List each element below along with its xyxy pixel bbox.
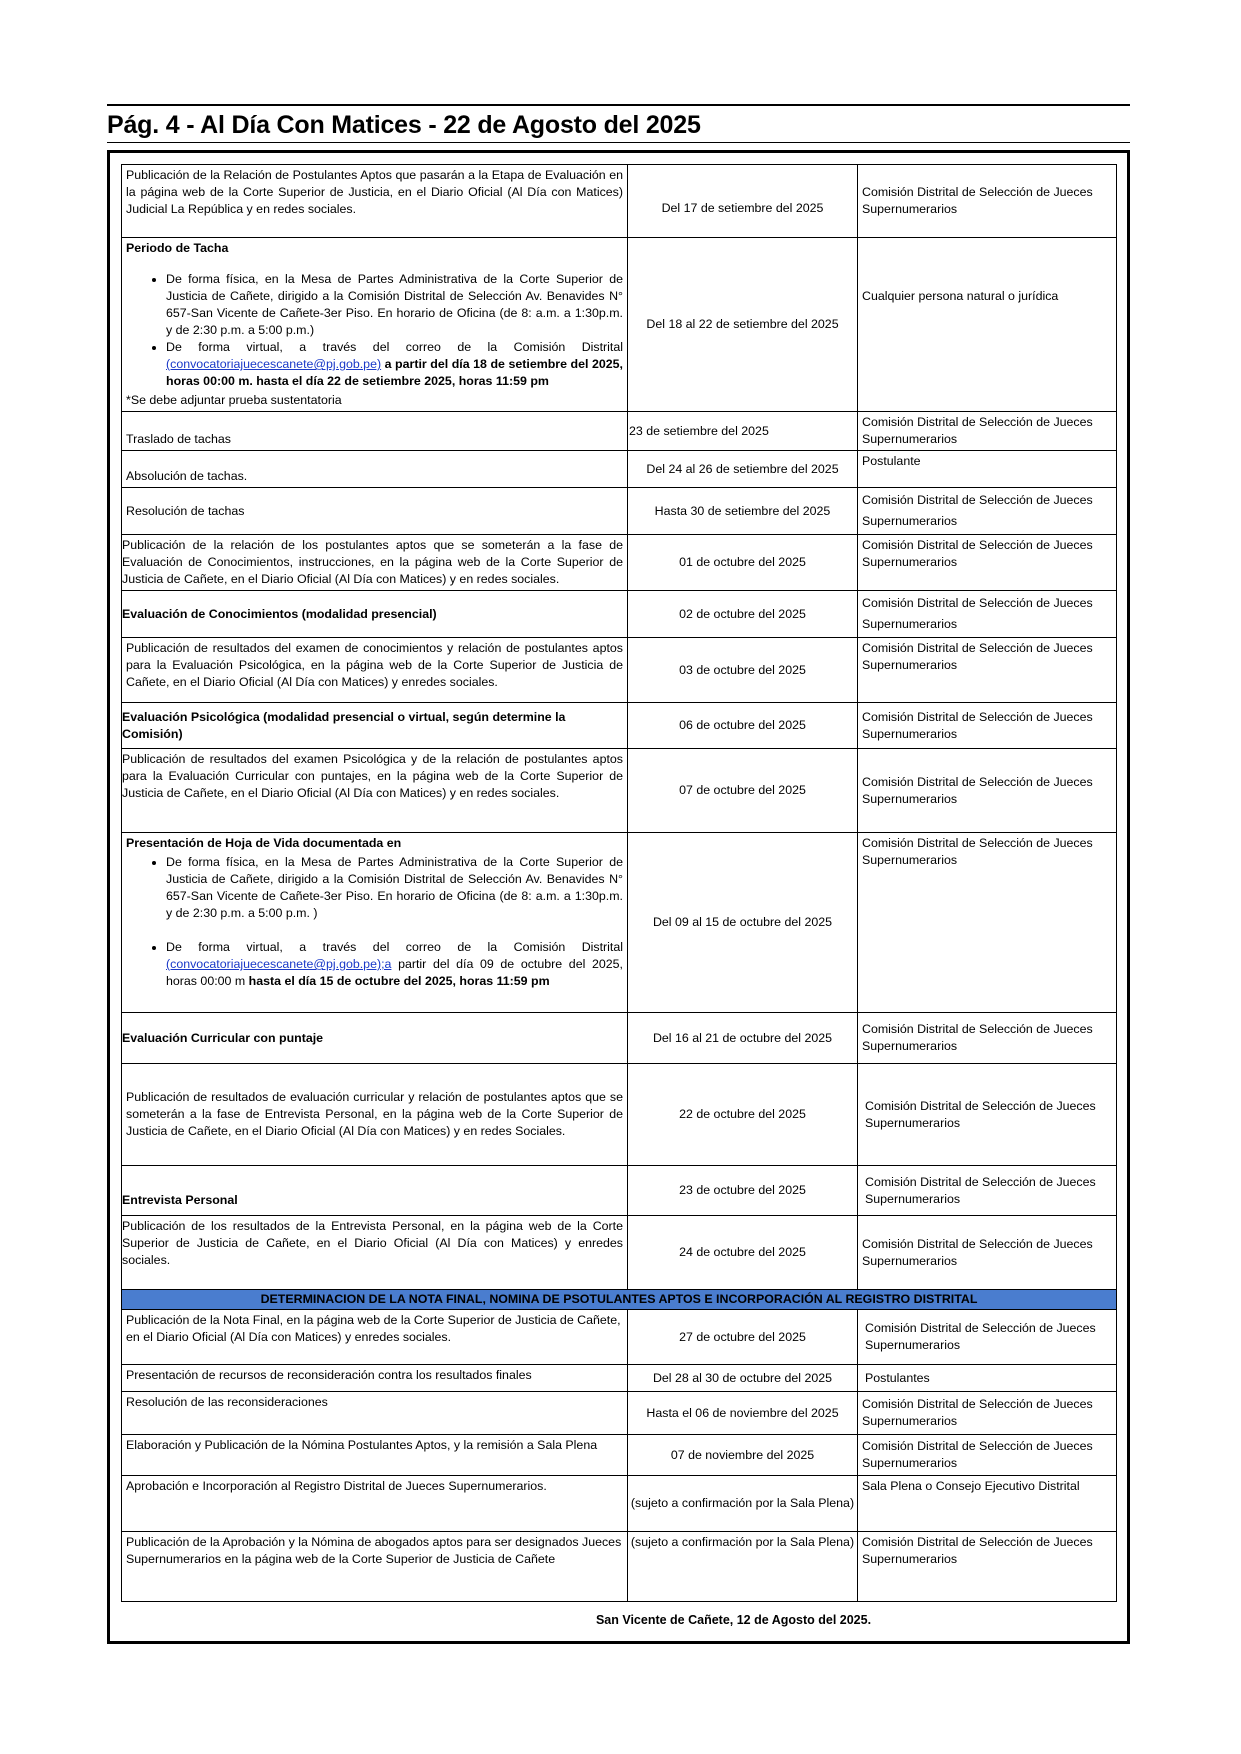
bullet-text: hasta el día 15 de octubre del 2025, horas 11:59 pm — [248, 974, 550, 988]
responsible-cell: Comisión Distrital de Selección de Jueces Supernumerarios — [858, 165, 1117, 238]
page-title: Pág. 4 - Al Día Con Matices - 22 de Agosto del 2025 — [107, 111, 701, 139]
date-cell: 03 de octubre del 2025 — [628, 638, 858, 703]
email-link[interactable]: (convocatoriajuecescanete@pj.gob.pe);a — [166, 957, 392, 971]
table-row — [122, 749, 1117, 833]
table-row — [122, 1435, 1117, 1476]
responsible-cell: Comisión Distrital de Selección de Jueces Supernumerarios — [858, 412, 1117, 451]
date-cell: Del 16 al 21 de octubre del 2025 — [628, 1013, 858, 1064]
date-cell: 23 de octubre del 2025 — [628, 1166, 858, 1216]
bullet-list — [126, 271, 623, 390]
table-row — [122, 238, 1117, 412]
header-top-rule — [107, 104, 1130, 106]
activity-cell — [122, 238, 628, 412]
table-row — [122, 703, 1117, 749]
email-link[interactable]: (convocatoriajuecescanete@pj.gob.pe) — [166, 357, 382, 371]
date-cell: Del 24 al 26 de setiembre del 2025 — [628, 451, 858, 488]
bullet-text: De forma virtual, a través del correo de la Comisión Distrital — [166, 940, 623, 954]
date-cell: Del 09 al 15 de octubre del 2025 — [628, 833, 858, 1013]
activity-cell: Elaboración y Publicación de la Nómina Postulantes Aptos, y la remisión a Sala Plena — [122, 1435, 628, 1476]
footer-signature-line: San Vicente de Cañete, 12 de Agosto del 2025. — [595, 1613, 872, 1627]
table-row — [122, 591, 1117, 638]
bullet-list — [126, 854, 623, 990]
responsible-cell: Comisión Distrital de Selección de Jueces Supernumerarios — [858, 591, 1117, 638]
responsible-cell: Comisión Distrital de Selección de Jueces Supernumerarios — [858, 1532, 1117, 1602]
date-cell: 01 de octubre del 2025 — [628, 535, 858, 591]
table-row — [122, 1166, 1117, 1216]
responsible-cell: Comisión Distrital de Selección de Jueces Supernumerarios — [858, 1013, 1117, 1064]
date-cell: 07 de noviembre del 2025 — [628, 1435, 858, 1476]
date-cell: 22 de octubre del 2025 — [628, 1064, 858, 1166]
table-row — [122, 1532, 1117, 1602]
table-row — [122, 1476, 1117, 1532]
list-item: • De forma física, en la Mesa de Partes Administrativa de la Corte Superior de Justicia de Cañete, dirigido a la Comisión Distrital de Selección Av. Benavides N° 657-San Vicente de Cañete-3er Piso. En horario de Oficina (de 8: a.m. a 1:30p.m. y de 2:30 p.m. a 5:00 p.m. ) — [166, 854, 623, 922]
responsible-cell: Postulantes — [858, 1365, 1117, 1392]
table-row — [122, 1392, 1117, 1435]
activity-cell: Evaluación de Conocimientos (modalidad presencial) — [122, 591, 628, 638]
activity-cell: Publicación de resultados del examen de conocimientos y relación de postulantes aptos para la Evaluación Psicológica, en la página web de la Corte Superior de Justicia de Cañete, en el Diario Oficial (Al Día con Matices) y enredes sociales. — [122, 638, 628, 703]
date-cell: 02 de octubre del 2025 — [628, 591, 858, 638]
section-header-row — [122, 1290, 1117, 1310]
table-row — [122, 451, 1117, 488]
section-header: DETERMINACION DE LA NOTA FINAL, NOMINA DE PSOTULANTES APTOS E INCORPORACIÓN AL REGISTRO DISTRITAL — [122, 1290, 1117, 1310]
date-cell: 27 de octubre del 2025 — [628, 1310, 858, 1365]
date-cell: Del 17 de setiembre del 2025 — [628, 165, 858, 238]
activity-cell: Evaluación Psicológica (modalidad presencial o virtual, según determine la Comisión) — [122, 703, 628, 749]
activity-cell: Resolución de las reconsideraciones — [122, 1392, 628, 1435]
date-cell: (sujeto a confirmación por la Sala Plena) — [628, 1476, 858, 1532]
activity-cell: Resolución de tachas — [122, 488, 628, 535]
responsible-cell: Sala Plena o Consejo Ejecutivo Distrital — [858, 1476, 1117, 1532]
row-title: Periodo de Tacha — [126, 241, 229, 255]
responsible-cell: Comisión Distrital de Selección de Jueces Supernumerarios — [858, 703, 1117, 749]
table-row — [122, 412, 1117, 451]
responsible-cell: Cualquier persona natural o jurídica — [858, 238, 1117, 412]
activity-cell: Evaluación Curricular con puntaje — [122, 1013, 628, 1064]
date-cell: (sujeto a confirmación por la Sala Plena) — [628, 1532, 858, 1602]
date-cell: 06 de octubre del 2025 — [628, 703, 858, 749]
responsible-cell: Postulante — [858, 451, 1117, 488]
date-cell: Del 18 al 22 de setiembre del 2025 — [628, 238, 858, 412]
activity-cell: Publicación de resultados de evaluación curricular y relación de postulantes aptos que se someterán a la fase de Entrevista Personal, en la página web de la Corte Superior de Justicia de Cañete, en el Diario Oficial (Al Día con Matices) y en redes Sociales. — [122, 1064, 628, 1166]
activity-cell: Publicación de los resultados de la Entrevista Personal, en la página web de la Corte Superior de Justicia de Cañete, en el Diario Oficial (Al Día con Matices) y enredes sociales. — [122, 1216, 628, 1290]
activity-cell: Publicación de la Nota Final, en la página web de la Corte Superior de Justicia de Cañete, en el Diario Oficial (Al Día con Matices) y enredes sociales. — [122, 1310, 628, 1365]
date-cell: 07 de octubre del 2025 — [628, 749, 858, 833]
row-title: Presentación de Hoja de Vida documentada en — [126, 836, 402, 850]
table-row — [122, 833, 1117, 1013]
date-cell: 23 de setiembre del 2025 — [628, 412, 858, 451]
date-cell: Hasta el 06 de noviembre del 2025 — [628, 1392, 858, 1435]
responsible-cell: Comisión Distrital de Selección de Jueces Supernumerarios — [858, 1392, 1117, 1435]
activity-cell: Traslado de tachas — [122, 412, 628, 451]
bullet-text: a partir del día 18 de setiembre del 2025, horas 00:00 m. hasta el día 22 de setiembre 2025, horas 11:59 pm — [166, 357, 623, 388]
activity-cell: Publicación de la Aprobación y la Nómina de abogados aptos para ser designados Jueces Supernumerarios en la página web de la Corte Superior de Justicia de Cañete — [122, 1532, 628, 1602]
activity-cell: Aprobación e Incorporación al Registro Distrital de Jueces Supernumerarios. — [122, 1476, 628, 1532]
table-row — [122, 1013, 1117, 1064]
responsible-cell: Comisión Distrital de Selección de Jueces Supernumerarios — [858, 535, 1117, 591]
activity-cell: Publicación de la Relación de Postulantes Aptos que pasarán a la Etapa de Evaluación en la página web de la Corte Superior de Justicia, en el Diario Oficial (Al Día con Matices) Judicial La República y en redes sociales. — [122, 165, 628, 238]
responsible-cell: Comisión Distrital de Selección de Jueces Supernumerarios — [858, 1166, 1117, 1216]
date-cell: Del 28 al 30 de octubre del 2025 — [628, 1365, 858, 1392]
activity-cell: Absolución de tachas. — [122, 451, 628, 488]
list-item: • De forma física, en la Mesa de Partes Administrativa de la Corte Superior de Justicia de Cañete, dirigido a la Comisión Distrital de Selección Av. Benavides N° 657-San Vicente de Cañete-3er Piso. En horario de Oficina (de 8: a.m. a 1:30p.m. y de 2:30 p.m. a 5:00 p.m.) — [166, 271, 623, 339]
responsible-cell: Comisión Distrital de Selección de Jueces Supernumerarios — [858, 488, 1117, 535]
activity-cell — [122, 833, 628, 1013]
activity-cell: Publicación de resultados del examen Psicológica y de la relación de postulantes aptos para la Evaluación Curricular con puntajes, en la página web de la Corte Superior de Justicia de Cañete, en el Diario Oficial (Al Día con Matices) y en redes sociales. — [122, 749, 628, 833]
table-row — [122, 1365, 1117, 1392]
responsible-cell: Comisión Distrital de Selección de Jueces Supernumerarios — [858, 1064, 1117, 1166]
list-item — [166, 339, 623, 390]
list-item — [166, 939, 623, 990]
responsible-cell: Comisión Distrital de Selección de Jueces Supernumerarios — [858, 1310, 1117, 1365]
date-cell: Hasta 30 de setiembre del 2025 — [628, 488, 858, 535]
note-text: *Se debe adjuntar prueba sustentatoria — [126, 393, 342, 407]
activity-cell: Entrevista Personal — [122, 1166, 628, 1216]
table-row — [122, 1216, 1117, 1290]
table-row — [122, 165, 1117, 238]
table-row — [122, 1064, 1117, 1166]
table-row — [122, 1310, 1117, 1365]
table-row — [122, 488, 1117, 535]
header-bottom-rule — [107, 142, 1130, 143]
table-row — [122, 535, 1117, 591]
bullet-text: partir del día 09 de octubre del 2025, horas 00:00 m — [166, 957, 623, 988]
activity-cell: Publicación de la relación de los postulantes aptos que se someterán a la fase de Evaluación de Conocimientos, instrucciones, en la página web de la Corte Superior de Justicia de Cañete, en el Diario Oficial (Al Día con Matices) y en redes sociales. — [122, 535, 628, 591]
date-cell: 24 de octubre del 2025 — [628, 1216, 858, 1290]
responsible-cell: Comisión Distrital de Selección de Jueces Supernumerarios — [858, 833, 1117, 1013]
table-row — [122, 638, 1117, 703]
responsible-cell: Comisión Distrital de Selección de Jueces Supernumerarios — [858, 749, 1117, 833]
responsible-cell: Comisión Distrital de Selección de Jueces Supernumerarios — [858, 638, 1117, 703]
responsible-cell: Comisión Distrital de Selección de Jueces Supernumerarios — [858, 1216, 1117, 1290]
activity-cell: Presentación de recursos de reconsideración contra los resultados finales — [122, 1365, 628, 1392]
schedule-table — [121, 164, 1117, 1602]
responsible-cell: Comisión Distrital de Selección de Jueces Supernumerarios — [858, 1435, 1117, 1476]
bullet-text: De forma virtual, a través del correo de la Comisión Distrital — [166, 340, 623, 354]
